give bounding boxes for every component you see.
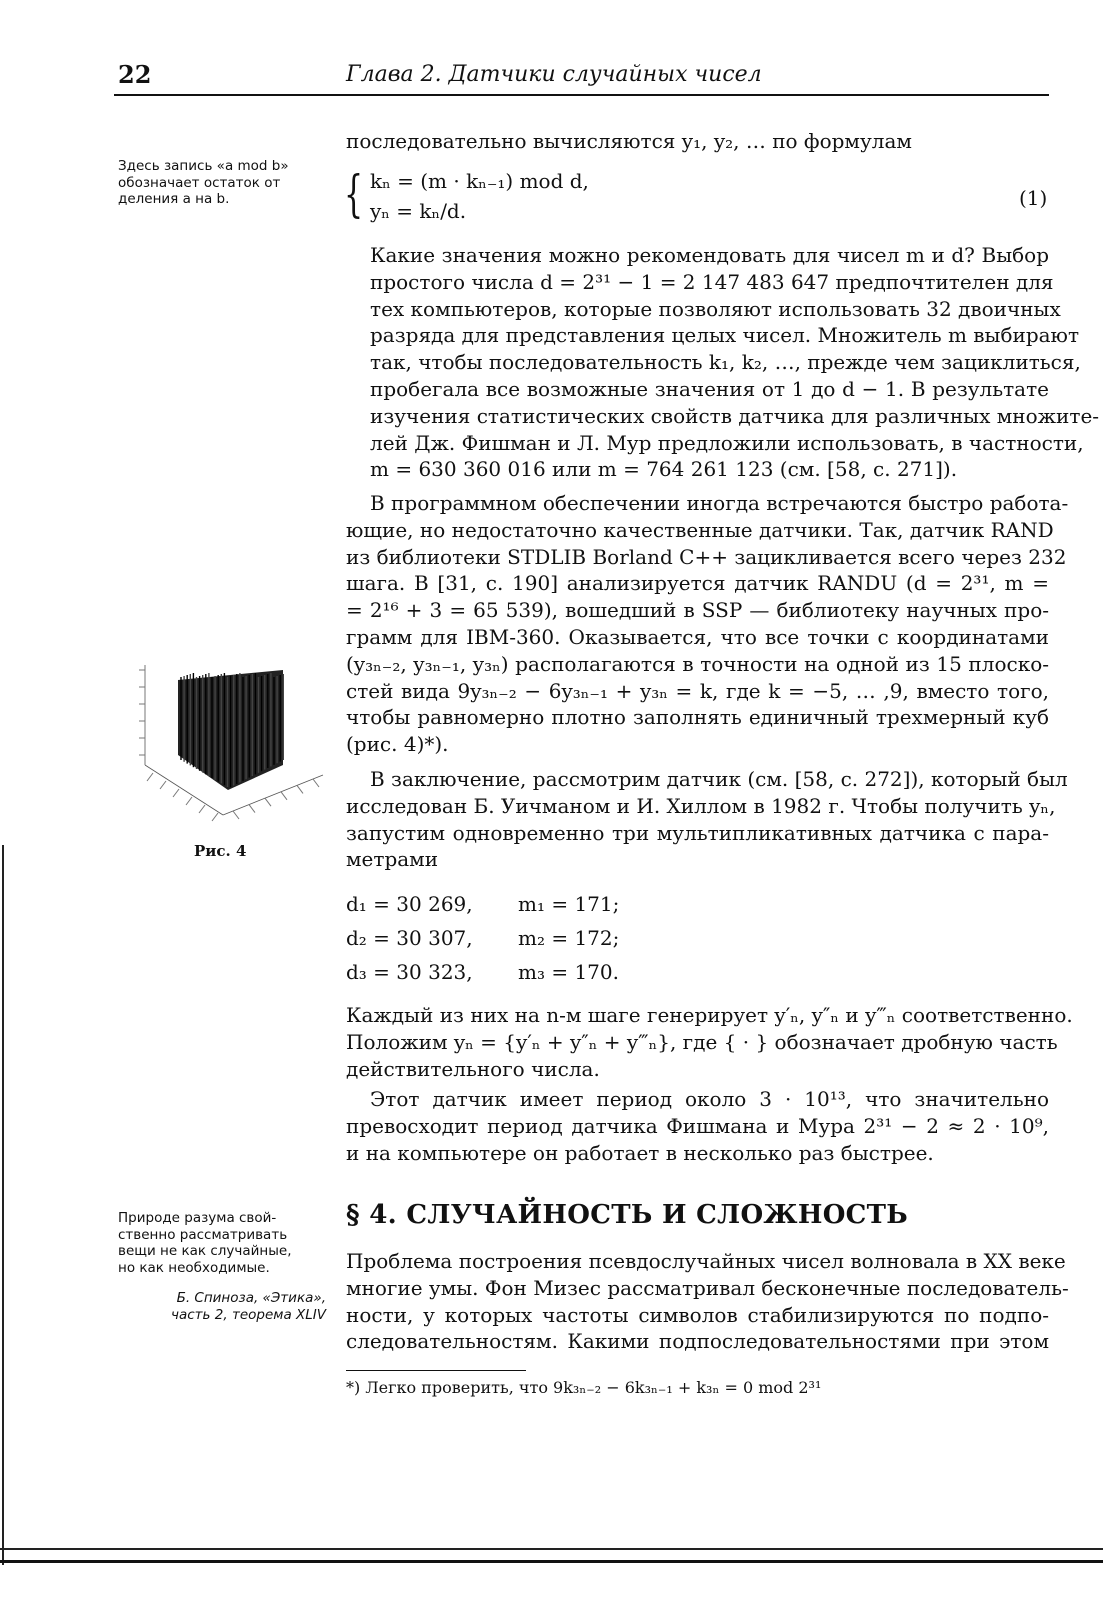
text-line: Каждый из них на n-м шаге генерирует y′ₙ, y″ₙ и y‴ₙ соответственно. — [346, 1003, 1073, 1027]
x-tick — [212, 813, 218, 821]
z-tick — [233, 811, 239, 819]
formula-line-1: kₙ = (m · kₙ₋₁) mod d, — [370, 169, 589, 193]
param-row-3 — [346, 960, 473, 984]
text-line: следовательностям. Какими подпоследовательностями при этом — [346, 1329, 1049, 1354]
text-line: из библиотеки STDLIB Borland C++ зацикливается всего через 232 — [346, 544, 1067, 569]
text-line: стей вида 9y₃ₙ₋₂ − 6y₃ₙ₋₁ + y₃ₙ = k, где k = −5, … ,9, вместо того, — [346, 678, 1049, 703]
equation-number: (1) — [1019, 186, 1048, 210]
figure-4-cube-plot — [133, 655, 333, 835]
footnote-rule — [346, 1370, 526, 1371]
text-line: (рис. 4)*). — [346, 732, 449, 757]
z-tick — [249, 805, 255, 813]
x-tick — [160, 781, 166, 789]
text-line: простого числа d = 2³¹ − 1 = 2 147 483 647 предпочтителен для — [370, 269, 1054, 294]
text-line: многие умы. Фон Мизес рассматривал бесконечные последователь- — [346, 1275, 1069, 1300]
cube-points — [178, 670, 283, 790]
scan-edge-left — [2, 845, 4, 1565]
formula-brace: { — [344, 165, 364, 223]
text-line: m = 630 360 016 или m = 764 261 123 (см. [58, с. 271]). — [370, 457, 958, 482]
page-number: 22 — [118, 60, 152, 89]
text-line: Какие значения можно рекомендовать для чисел m и d? Выбор — [370, 243, 1049, 267]
param-m: m₁ = 171; — [518, 892, 620, 916]
param-d: d₃ = 30 323, — [346, 960, 473, 984]
text-line: действительного числа. — [346, 1056, 600, 1081]
paragraph-5 — [346, 1086, 1049, 1166]
text-line: разряда для представления целых чисел. Множитель m выбирают — [370, 323, 1080, 348]
text-line: грамм для IBM-360. Оказывается, что все точки с координатами — [346, 624, 1049, 649]
text-line: последовательно вычисляются y₁, y₂, … по формулам — [346, 129, 912, 153]
param-row-2 — [346, 926, 473, 950]
text-line: = 2¹⁶ + 3 = 65 539), вошедший в SSP — библиотеку научных про- — [346, 598, 1049, 623]
text-line: ности, у которых частоты символов стабилизируются по подпо- — [346, 1302, 1049, 1327]
text-line: тех компьютеров, которые позволяют использовать 32 двоичных — [370, 296, 1061, 321]
header-rule — [114, 94, 1049, 96]
figure-caption: Рис. 4 — [194, 842, 247, 860]
text-line: изучения статистических свойств датчика для различных множите- — [370, 403, 1100, 428]
epigraph-line: но как необходимые. — [118, 1259, 270, 1276]
param-row-2-m — [518, 926, 619, 950]
paragraph-4 — [346, 1002, 1073, 1082]
text-line: так, чтобы последовательность k₁, k₂, …, прежде чем зациклиться, — [370, 350, 1081, 375]
param-row-1-m — [518, 892, 619, 916]
x-tick — [186, 797, 192, 805]
epigraph-source — [118, 1290, 326, 1323]
epigraph-line: Природе разума свой- — [118, 1210, 277, 1226]
param-d: d₁ = 30 269, — [346, 892, 473, 916]
text-line: В программном обеспечении иногда встречаются быстро работа- — [370, 491, 1069, 515]
text-line: превосходит период датчика Фишмана и Мура 2³¹ − 2 ≈ 2 · 10⁹, — [346, 1113, 1049, 1138]
formula-line-2: yₙ = kₙ/d. — [370, 199, 467, 223]
param-row-3-m — [518, 960, 619, 984]
x-tick — [147, 773, 153, 781]
text-line: шага. В [31, с. 190] анализируется датчик RANDU (d = 2³¹, m = — [346, 571, 1049, 596]
text-line: пробегала все возможные значения от 1 до d − 1. В результате — [370, 376, 1049, 401]
text-line: Положим yₙ = {y′ₙ + y″ₙ + y‴ₙ}, где { · } обозначает дробную часть — [346, 1029, 1058, 1054]
epigraph-source-line: часть 2, теорема XLIV — [171, 1306, 326, 1323]
text-line: Проблема построения псевдослучайных чисел волновала в XX веке — [346, 1249, 1066, 1273]
text-line: и на компьютере он работает в несколько раз быстрее. — [346, 1140, 934, 1165]
paragraph-2 — [346, 490, 1069, 758]
z-tick — [313, 779, 319, 787]
param-d: d₂ = 30 307, — [346, 926, 473, 950]
epigraph-line: вещи не как случайные, — [118, 1243, 292, 1259]
scan-edge-bottom — [0, 1548, 1103, 1550]
text-line: Этот датчик имеет период около 3 · 10¹³, что значительно — [370, 1087, 1049, 1111]
text-line: исследован Б. Уичманом и И. Хиллом в 1982 г. Чтобы получить yₙ, — [346, 793, 1056, 818]
footnote: *) Легко проверить, что 9k₃ₙ₋₂ − 6k₃ₙ₋₁ + k₃ₙ = 0 mod 2³¹ — [346, 1378, 822, 1397]
epigraph-source-line: Б. Спиноза, «Этика», — [176, 1290, 326, 1306]
epigraph-line: ственно рассматривать — [118, 1226, 288, 1243]
section-title: § 4. СЛУЧАЙНОСТЬ И СЛОЖНОСТЬ — [346, 1200, 909, 1230]
text-line: чтобы равномерно плотно заполнять единичный трехмерный куб — [346, 705, 1049, 730]
paragraph-1 — [346, 242, 1100, 483]
param-m: m₃ = 170. — [518, 960, 619, 984]
scan-edge-bottom-thick — [0, 1560, 1103, 1563]
text-line: В заключение, рассмотрим датчик (см. [58, с. 272]), который был — [370, 767, 1068, 791]
margin-note-line: обозначает остаток от — [118, 174, 281, 191]
margin-note-mod — [118, 158, 326, 208]
margin-note-line: деления a на b. — [118, 191, 230, 207]
paragraph-3 — [346, 766, 1068, 873]
text-line: ющие, но недостаточно качественные датчики. Так, датчик RAND — [346, 517, 1054, 542]
intro-line — [346, 128, 1049, 155]
text-line: запустим одновременно три мультипликативных датчика с пара- — [346, 820, 1049, 845]
param-row-1 — [346, 892, 473, 916]
epigraph — [118, 1210, 326, 1276]
running-head: Глава 2. Датчики случайных чисел — [346, 62, 762, 87]
z-tick — [297, 785, 303, 793]
x-tick — [173, 789, 179, 797]
text-line: лей Дж. Фишман и Л. Мур предложили использовать, в частности, — [370, 430, 1084, 455]
text-line: (y₃ₙ₋₂, y₃ₙ₋₁, y₃ₙ) располагаются в точности на одной из 15 плоско- — [346, 651, 1049, 676]
z-tick — [265, 798, 271, 806]
paragraph-6 — [346, 1248, 1069, 1355]
x-tick — [199, 805, 205, 813]
margin-note-line: Здесь запись «a mod b» — [118, 158, 289, 174]
text-line: метрами — [346, 847, 439, 872]
z-tick — [281, 792, 287, 800]
param-m: m₂ = 172; — [518, 926, 620, 950]
